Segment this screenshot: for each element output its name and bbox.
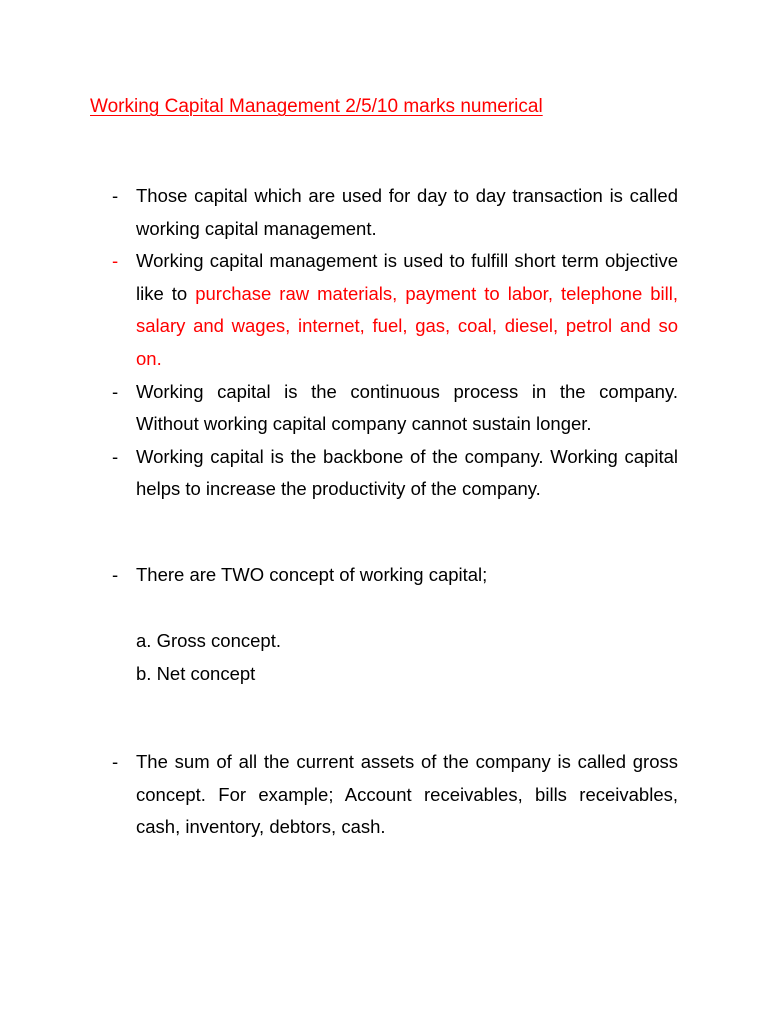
bullet-item-purpose [112, 245, 678, 375]
bullet-dash: - [112, 380, 119, 402]
bullet-text-highlight: purchase raw materials, payment to labor, telephone bill, salary and wages, internet, fuel, gas, coal, diesel, petrol and so on. [136, 282, 678, 369]
bullet-text: Those capital which are used for day to day transaction is called working capital management. [136, 185, 678, 239]
bullet-text: There are TWO concept of working capital; [136, 564, 488, 585]
bullet-item-two-concepts [112, 559, 678, 592]
bullet-item-gross-definition [112, 746, 678, 844]
bullet-text: Working capital management is used to fulfill short term objective like to [136, 250, 678, 304]
bullet-list-intro [112, 180, 678, 506]
bullet-text: Working capital is the continuous process in the company. Without working capital company cannot sustain longer. [136, 380, 678, 435]
concept-item-net: b. Net concept [136, 663, 256, 684]
bullet-item-backbone [112, 441, 678, 506]
bullet-item-definition [112, 180, 678, 245]
bullet-text: The sum of all the current assets of the company is called gross concept. For example; Account receivables, bills receivables, cash, inventory, debtors, cash. [136, 751, 678, 838]
bullet-list-gross [112, 746, 678, 844]
bullet-dash: - [112, 751, 119, 772]
bullet-dash: - [112, 445, 119, 467]
bullet-dash: - [112, 564, 119, 585]
concept-item-gross: a. Gross concept. [136, 630, 281, 651]
document-title: Working Capital Management 2/5/10 marks numerical [90, 96, 543, 117]
bullet-item-continuous [112, 376, 678, 441]
bullet-dash: - [112, 185, 119, 206]
bullet-list-concepts [112, 559, 678, 592]
bullet-dash: - [112, 250, 119, 272]
bullet-text: Working capital is the backbone of the company. Working capital helps to increase the productivity of the company. [136, 445, 678, 500]
